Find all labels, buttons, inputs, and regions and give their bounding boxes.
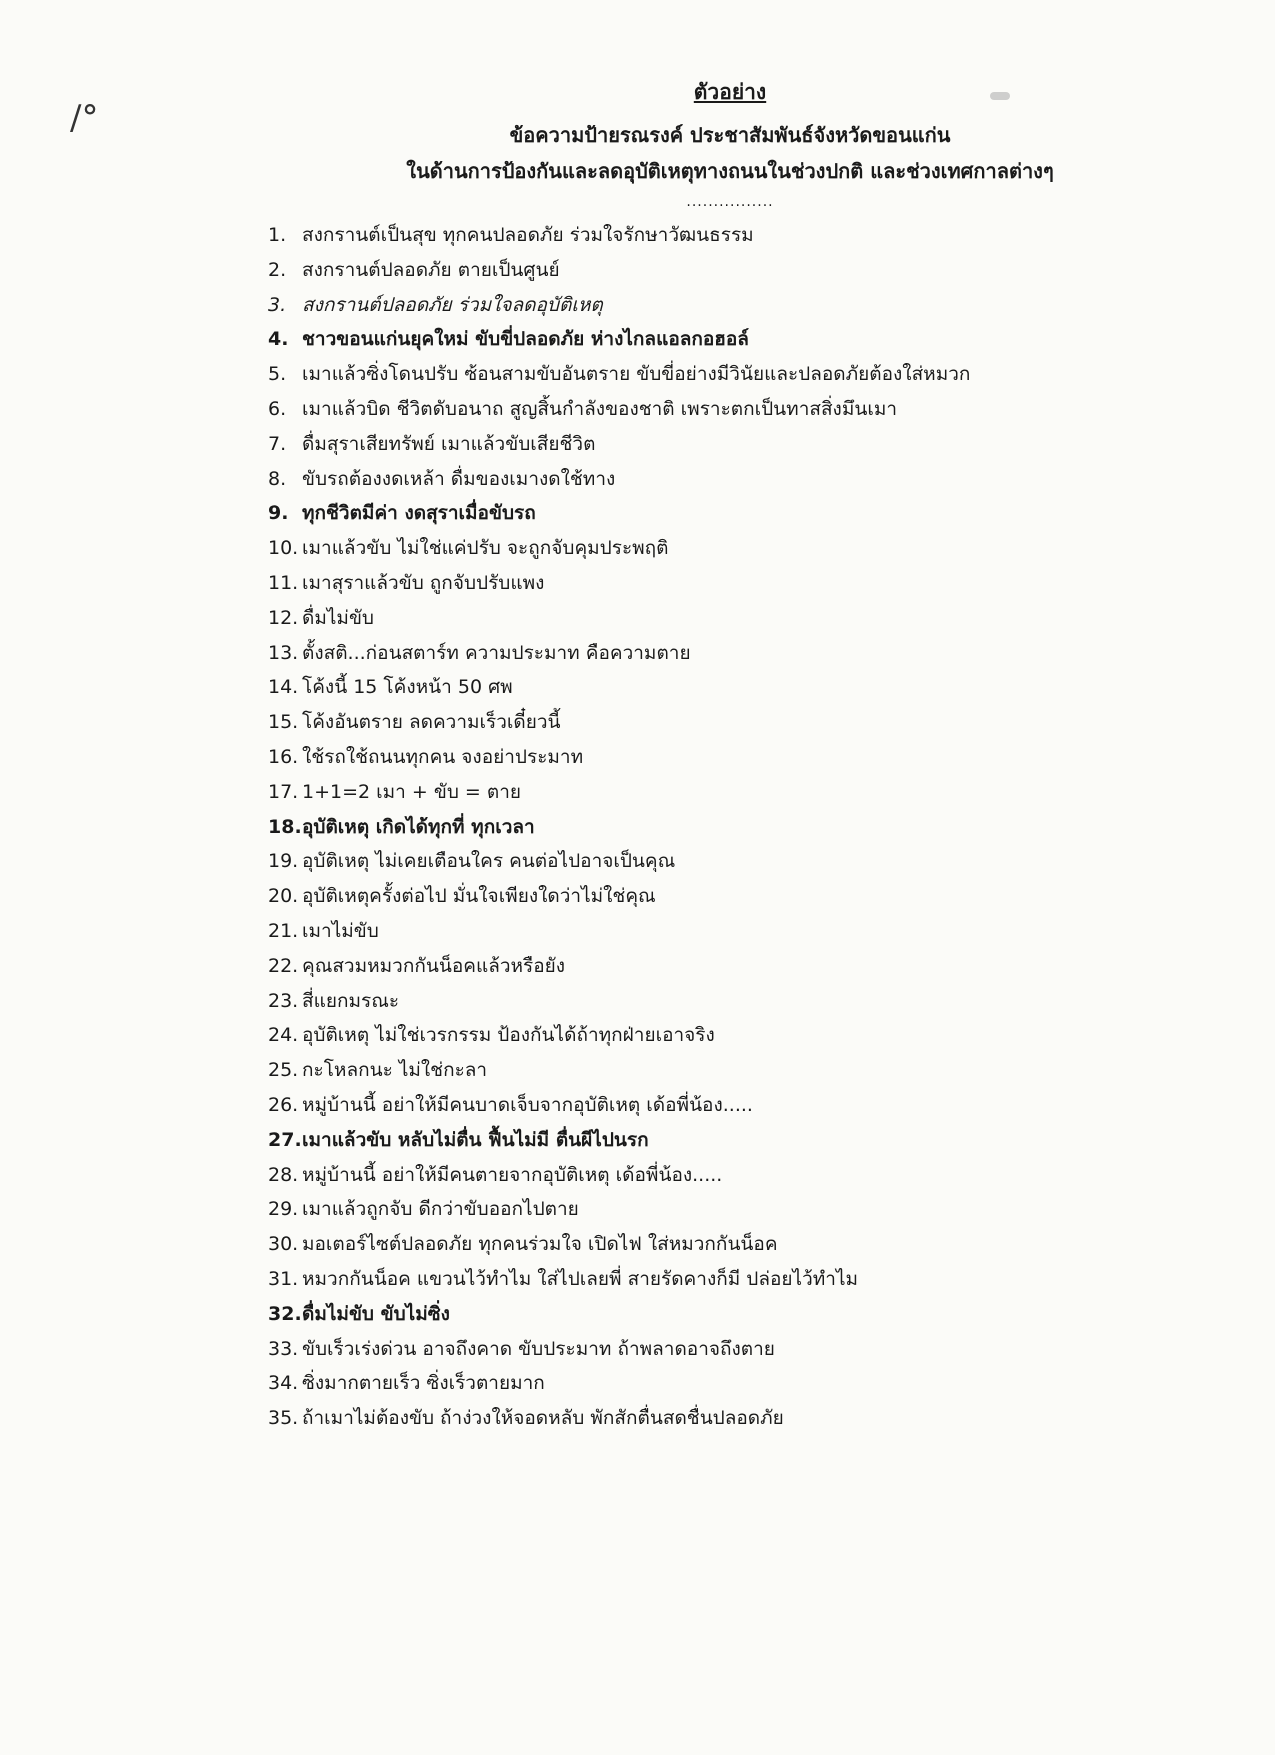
item-number: 17. [268,780,299,803]
item-text: เมาแล้วถูกจับ ดีกว่าขับออกไปตาย [302,1198,579,1221]
item-number: 5. [268,363,287,386]
list-item [268,1088,1088,1123]
slogan-list [268,218,1088,1436]
list-item [268,1297,1088,1332]
item-text: คุณสวมหมวกกันน็อคแล้วหรือยัง [302,954,566,977]
item-number: 4. [268,328,289,351]
item-number: 18. [268,815,302,838]
list-item [268,670,1088,705]
item-text: สงกรานต์ปลอดภัย ร่วมใจลดอุบัติเหตุ [302,293,603,316]
item-number: 1. [268,224,287,246]
list-item [268,879,1088,914]
list-item [268,1158,1088,1193]
item-number: 11. [268,571,299,594]
item-text: โค้งนี้ 15 โค้งหน้า 50 ศพ [302,676,513,699]
item-number: 15. [268,711,299,734]
item-number: 19. [268,850,299,873]
list-item [268,288,1088,323]
list-item [268,566,1088,601]
list-item [268,357,1088,392]
item-text: เมาแล้วขับ หลับไม่ตื่น ฟื้นไม่มี ตื่นผีไปนรก [302,1128,649,1151]
list-item [268,1366,1088,1401]
item-number: 6. [268,397,287,420]
item-text: เมาไม่ขับ [302,919,379,942]
item-text: อุบัติเหตุ เกิดได้ทุกที่ ทุกเวลา [302,815,535,838]
item-number: 33. [268,1337,299,1360]
item-text: เมาแล้วบิด ชีวิตดับอนาถ สูญสิ้นกำลังของชาติ เพราะตกเป็นทาสสิ่งมึนเมา [302,397,898,420]
list-item [268,253,1088,288]
item-number: 35. [268,1407,299,1430]
list-item [268,392,1088,427]
subtitle-line-1: ข้อความป้ายรณรงค์ ประชาสัมพันธ์จังหวัดขอนแก่น [509,123,951,147]
item-number: 2. [268,258,287,281]
margin-mark: /° [70,98,99,138]
item-text: โค้งอันตราย ลดความเร็วเดี๋ยวนี้ [302,711,561,734]
item-text: สงกรานต์ปลอดภัย ตายเป็นศูนย์ [302,258,560,281]
item-text: เมาสุราแล้วขับ ถูกจับปรับแพง [302,571,545,594]
item-text: อุบัติเหตุ ไม่เคยเตือนใคร คนต่อไปอาจเป็นคุณ [302,850,676,873]
list-item [268,984,1088,1019]
item-text: อุบัติเหตุครั้งต่อไป มั่นใจเพียงใดว่าไม่ใช่คุณ [302,885,656,908]
list-item [268,810,1088,845]
item-text: ขับรถต้องงดเหล้า ดื่มของเมางดใช้ทาง [302,467,616,490]
list-item [268,636,1088,671]
item-number: 25. [268,1059,299,1082]
list-item [268,1053,1088,1088]
item-number: 24. [268,1024,299,1047]
item-number: 29. [268,1198,299,1221]
list-item [268,775,1088,810]
list-item [268,531,1088,566]
item-text: ดื่มไม่ขับ ขับไม่ซิ่ง [302,1302,450,1325]
item-number: 8. [268,467,287,490]
item-number: 14. [268,676,299,699]
item-text: สงกรานต์เป็นสุข ทุกคนปลอดภัย ร่วมใจรักษาวัฒนธรรม [302,224,754,246]
item-text: ขับเร็วเร่งด่วน อาจถึงคาด ขับประมาท ถ้าพลาดอาจถึงตาย [302,1337,775,1360]
item-number: 9. [268,502,289,525]
item-number: 21. [268,919,299,942]
list-item [268,322,1088,357]
item-number: 13. [268,641,299,664]
list-item [268,740,1088,775]
list-item [268,1262,1088,1297]
item-number: 30. [268,1233,299,1256]
list-item [268,914,1088,949]
item-number: 20. [268,885,299,908]
item-text: ตั้งสติ...ก่อนสตาร์ท ความประมาท คือความตาย [302,641,691,664]
item-text: 1+1=2 เมา + ขับ = ตาย [302,780,522,803]
list-item [268,949,1088,984]
item-text: ดื่มไม่ขับ [302,606,374,629]
item-number: 31. [268,1267,299,1290]
item-number: 10. [268,537,299,560]
item-number: 7. [268,432,287,455]
item-text: ทุกชีวิตมีค่า งดสุราเมื่อขับรถ [302,502,536,525]
list-item [268,462,1088,497]
list-item [268,218,1088,253]
list-item [268,1192,1088,1227]
item-text: เมาแล้วซิ่งโดนปรับ ซ้อนสามขับอันตราย ขับขี่อย่างมีวินัยและปลอดภัยต้องใส่หมวก [302,363,971,386]
item-text: ดื่มสุราเสียทรัพย์ เมาแล้วขับเสียชีวิต [302,432,596,455]
item-text: หมวกกันน็อค แขวนไว้ทำไม ใส่ไปเลยพี่ สายรัดคางก็มี ปล่อยไว้ทำไม [302,1267,859,1290]
item-number: 34. [268,1372,299,1395]
item-number: 22. [268,954,299,977]
list-item [268,1018,1088,1053]
list-item [268,1227,1088,1262]
list-item [268,427,1088,462]
item-number: 12. [268,606,299,629]
document-header [250,76,1210,215]
list-item [268,1123,1088,1158]
document-title: ตัวอย่าง [693,80,767,104]
item-text: ซิ่งมากตายเร็ว ซิ่งเร็วตายมาก [302,1372,545,1395]
item-text: หมู่บ้านนี้ อย่าให้มีคนตายจากอุบัติเหตุ เด้อพี่น้อง..... [302,1163,723,1186]
subtitle-line-2: ในด้านการป้องกันและลดอุบัติเหตุทางถนนในช่วงปกติ และช่วงเทศกาลต่างๆ [406,159,1054,183]
item-text: ชาวขอนแก่นยุคใหม่ ขับขี่ปลอดภัย ห่างไกลแอลกอฮอล์ [302,328,749,351]
item-text: หมู่บ้านนี้ อย่าให้มีคนบาดเจ็บจากอุบัติเหตุ เด้อพี่น้อง..... [302,1093,753,1116]
item-number: 23. [268,989,299,1012]
item-number: 26. [268,1093,299,1116]
item-number: 3. [268,293,287,316]
item-text: เมาแล้วขับ ไม่ใช่แค่ปรับ จะถูกจับคุมประพฤติ [302,537,669,560]
list-item [268,1332,1088,1367]
item-number: 16. [268,745,299,768]
item-number: 32. [268,1302,302,1325]
item-text: มอเตอร์ไซต์ปลอดภัย ทุกคนร่วมใจ เปิดไฟ ใส่หมวกกันน็อค [302,1233,778,1256]
list-item [268,601,1088,636]
list-item [268,844,1088,879]
dotted-separator: ................ [686,194,774,210]
item-text: ถ้าเมาไม่ต้องขับ ถ้าง่วงให้จอดหลับ พักสักตื่นสดชื่นปลอดภัย [302,1407,784,1430]
item-text: สี่แยกมรณะ [302,989,400,1012]
list-item [268,705,1088,740]
list-item [268,1401,1088,1436]
item-number: 28. [268,1163,299,1186]
item-text: ใช้รถใช้ถนนทุกคน จงอย่าประมาท [302,745,584,768]
item-text: อุบัติเหตุ ไม่ใช่เวรกรรม ป้องกันได้ถ้าทุกฝ่ายเอาจริง [302,1024,715,1047]
list-item [268,496,1088,531]
item-number: 27. [268,1128,302,1151]
item-text: กะโหลกนะ ไม่ใช่กะลา [302,1059,488,1082]
